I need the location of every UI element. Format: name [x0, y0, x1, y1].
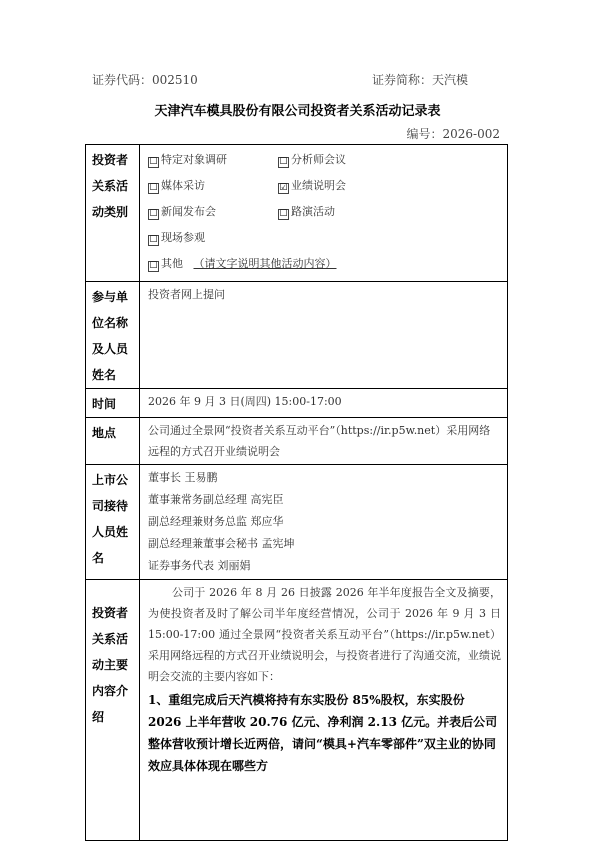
staff-member: 董事长 王易鹏	[148, 471, 218, 484]
time-row	[86, 389, 508, 418]
staff-member: 副总经理兼董事会秘书 孟宪坤	[148, 537, 295, 550]
participants-value: 投资者网上提问	[140, 282, 508, 389]
content-body	[140, 580, 508, 841]
time-value: 2026 年 9 月 3 日(周四) 15:00-17:00	[140, 389, 508, 418]
stock-code: 证券代码：002510	[92, 73, 198, 87]
checkbox-icon: ☐	[149, 183, 158, 193]
content-row	[86, 580, 508, 841]
time-label: 时间	[86, 389, 140, 418]
checkbox-icon: ☐	[149, 235, 158, 245]
content-intro: 公司于 2026 年 8 月 26 日披露 2026 年半年度报告全文及摘要，为使投资者及时了解公司半年度经营情况，公司于 2026 年 9 月 3 日 15:00-17:00 通过全景网“投资者关系互动平台”（https://ir.p5w.net）采用网络远程的方式召开业绩说明会，与投资者进行了沟通交流，业绩说明会交流的主要内容如下：	[148, 586, 501, 683]
record-table	[85, 144, 508, 841]
question-1: 1、重组完成后天汽模将持有东实股份 85%股权，东实股份 2026 上半年营收 20.76 亿元、净利润 2.13 亿元。并表后公司整体营收预计增长近两倍，请问“模具+汽车零部件”双主业的协同效应具体体现在哪些方	[148, 693, 498, 773]
content-label: 投资者关系活动主要内容介绍	[86, 580, 140, 841]
option-analyst-meeting[interactable]: ☐ 分析师会议	[279, 153, 346, 167]
option-other[interactable]: ☐ 其他 （请文字说明其他活动内容）	[149, 257, 337, 271]
location-row	[86, 418, 508, 465]
document-title: 天津汽车模具股份有限公司投资者关系活动记录表	[154, 104, 441, 119]
option-roadshow[interactable]: ☐ 路演活动	[279, 205, 335, 219]
checkbox-icon: ☐	[149, 209, 158, 219]
staff-label: 上市公司接待人员姓名	[86, 465, 140, 580]
activity-type-options	[140, 145, 508, 282]
checkbox-icon: ☐	[279, 209, 288, 219]
checkbox-icon: ☐	[149, 261, 158, 271]
checked-checkbox-icon: ☑	[279, 183, 288, 193]
location-label: 地点	[86, 418, 140, 465]
staff-row	[86, 465, 508, 580]
location-value: 公司通过全景网“投资者关系互动平台”（https://ir.p5w.net）采用网络远程的方式召开业绩说明会	[140, 418, 508, 465]
participants-row	[86, 282, 508, 389]
stock-abbreviation: 证券简称：天汽模	[372, 73, 469, 87]
staff-member: 证券事务代表 刘丽娟	[148, 559, 251, 572]
option-press-conference[interactable]: ☐ 新闻发布会	[149, 205, 216, 219]
staff-member: 董事兼常务副总经理 高宪臣	[148, 493, 284, 506]
staff-list	[140, 465, 508, 580]
serial-number: 编号：2026-002	[406, 127, 500, 141]
other-activity-note: （请文字说明其他活动内容）	[193, 257, 337, 270]
option-specific-research[interactable]: ☐ 特定对象调研	[149, 153, 227, 167]
checkbox-icon: ☐	[279, 157, 288, 167]
participants-label: 参与单位名称及人员姓名	[86, 282, 140, 389]
checkbox-icon: ☐	[149, 157, 158, 167]
activity-type-label: 投资者关系活动类别	[86, 145, 140, 282]
staff-member: 副总经理兼财务总监 郑应华	[148, 515, 284, 528]
activity-type-row	[86, 145, 508, 282]
option-media-interview[interactable]: ☐ 媒体采访	[149, 179, 205, 193]
option-earnings-call[interactable]: ☑ 业绩说明会	[279, 179, 346, 193]
option-site-visit[interactable]: ☐ 现场参观	[149, 231, 205, 245]
